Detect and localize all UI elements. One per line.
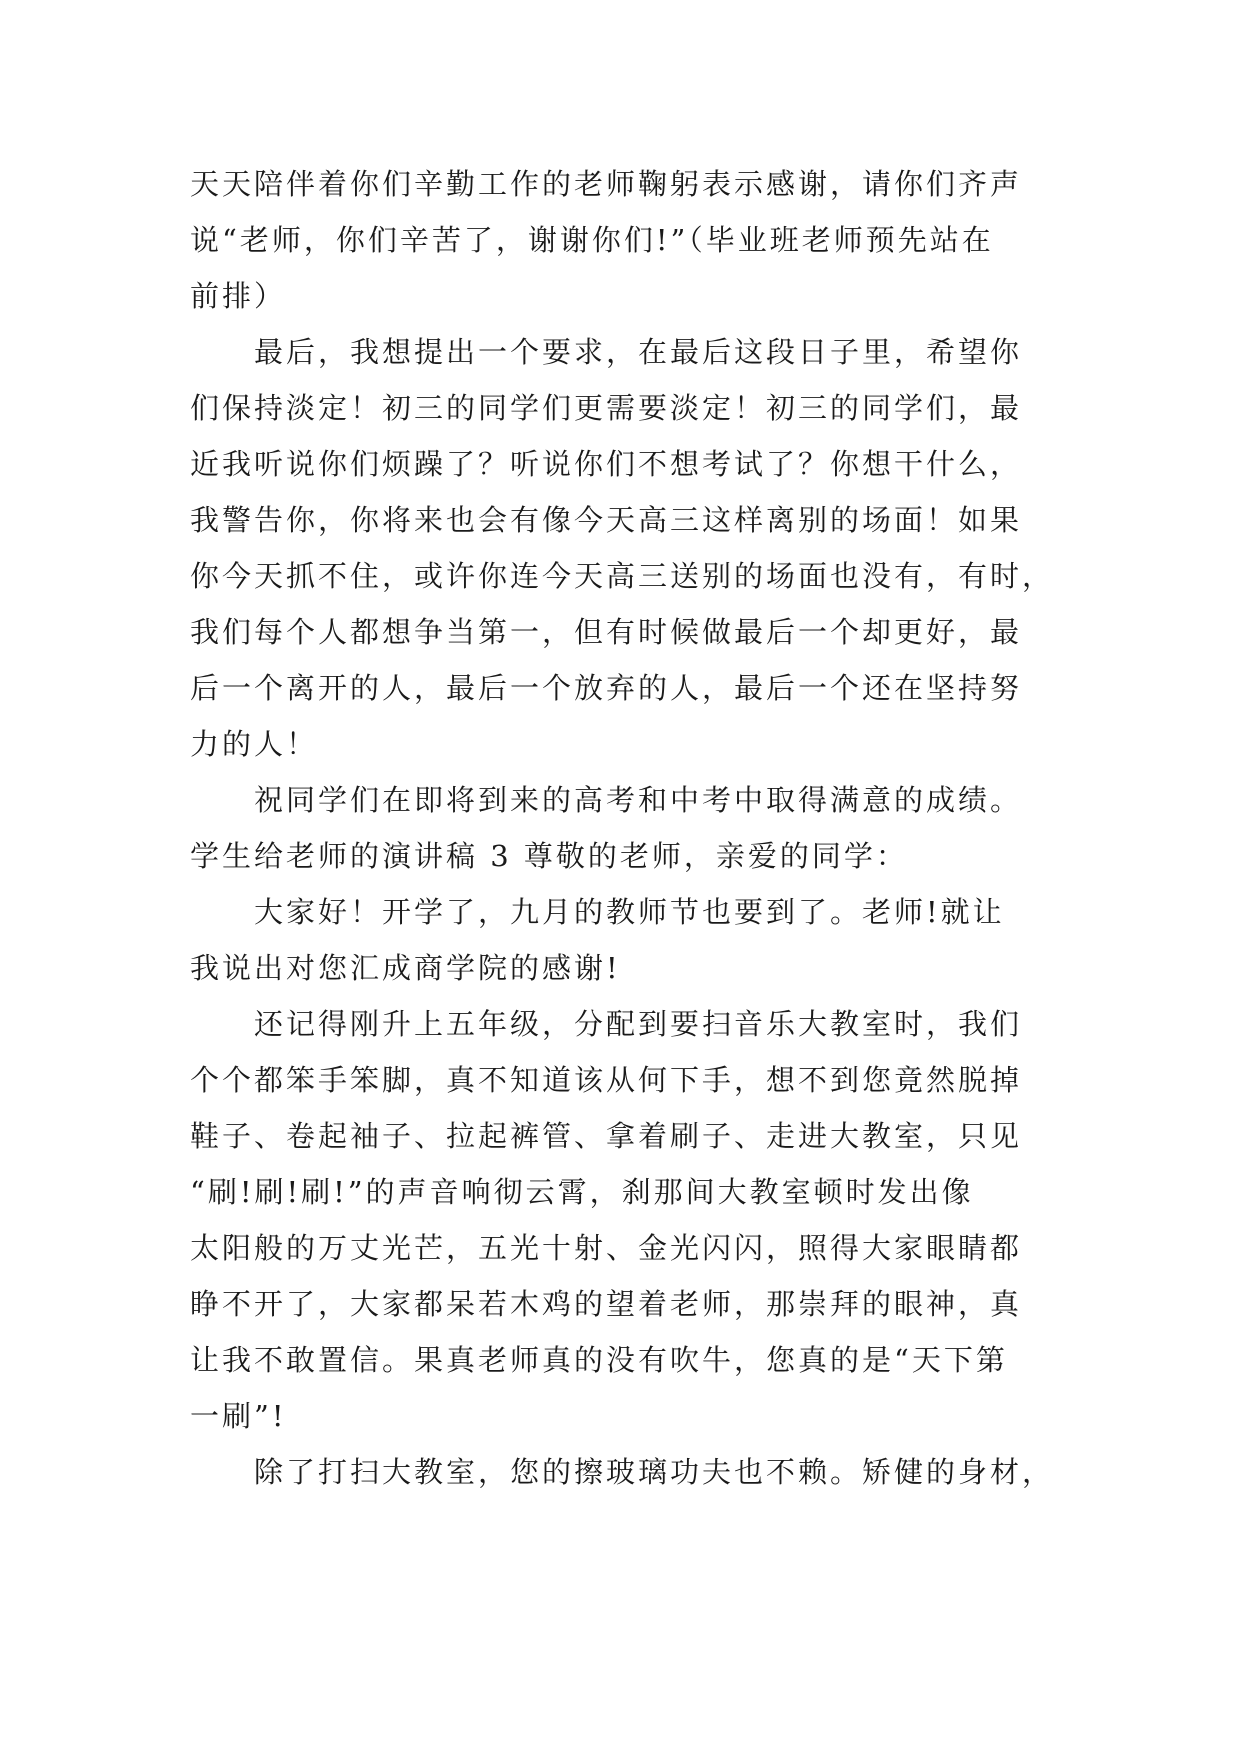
text-line: 一刷”! (190, 1399, 287, 1433)
text-line: 们保持淡定！初三的同学们更需要淡定！初三的同学们，最 (190, 391, 1023, 425)
paragraph-start-line: 大家好！开学了，九月的教师节也要到了。老师!就让 (254, 895, 1005, 929)
text-line: 前排） (190, 279, 287, 313)
text-line: 让我不敢置信。果真老师真的没有吹牛，您真的是“天下第 (190, 1343, 1008, 1377)
paragraph-start-line: 最后，我想提出一个要求，在最后这段日子里，希望你 (254, 335, 1023, 369)
text-line: 我说出对您汇成商学院的感谢! (190, 951, 621, 985)
paragraph-start-line: 祝同学们在即将到来的高考和中考中取得满意的成绩。 (254, 783, 1023, 817)
text-line: 你今天抓不住，或许你连今天高三送别的场面也没有，有时， (190, 559, 1055, 593)
text-line: 我们每个人都想争当第一，但有时候做最后一个却更好，最 (190, 615, 1023, 649)
body-text (190, 156, 1055, 1500)
paragraph-start-line: 还记得刚升上五年级，分配到要扫音乐大教室时，我们 (254, 1007, 1023, 1041)
text-line: 后一个离开的人，最后一个放弃的人，最后一个还在坚持努 (190, 671, 1023, 705)
text-line: “刷!刷!刷!”的声音响彻云霄，刹那间大教室顿时发出像 (190, 1175, 974, 1209)
text-line: 说“老师，你们辛苦了，谢谢你们!”（毕业班老师预先站在 (190, 223, 994, 257)
paragraph-start-line: 除了打扫大教室，您的擦玻璃功夫也不赖。矫健的身材， (254, 1455, 1055, 1489)
text-line: 睁不开了，大家都呆若木鸡的望着老师，那崇拜的眼神，真 (190, 1287, 1023, 1321)
text-line: 鞋子、卷起袖子、拉起裤管、拿着刷子、走进大教室，只见 (190, 1119, 1023, 1153)
text-line: 天天陪伴着你们辛勤工作的老师鞠躬表示感谢，请你们齐声 (190, 167, 1023, 201)
text-line: 太阳般的万丈光芒，五光十射、金光闪闪，照得大家眼睛都 (190, 1231, 1023, 1265)
text-line: 我警告你，你将来也会有像今天高三这样离别的场面！如果 (190, 503, 1023, 537)
text-line: 力的人！ (190, 727, 319, 761)
text-line: 近我听说你们烦躁了？听说你们不想考试了？你想干什么， (190, 447, 1023, 481)
text-line: 学生给老师的演讲稿 3 尊敬的老师，亲爱的同学： (190, 839, 908, 873)
text-line: 个个都笨手笨脚，真不知道该从何下手，想不到您竟然脱掉 (190, 1063, 1023, 1097)
